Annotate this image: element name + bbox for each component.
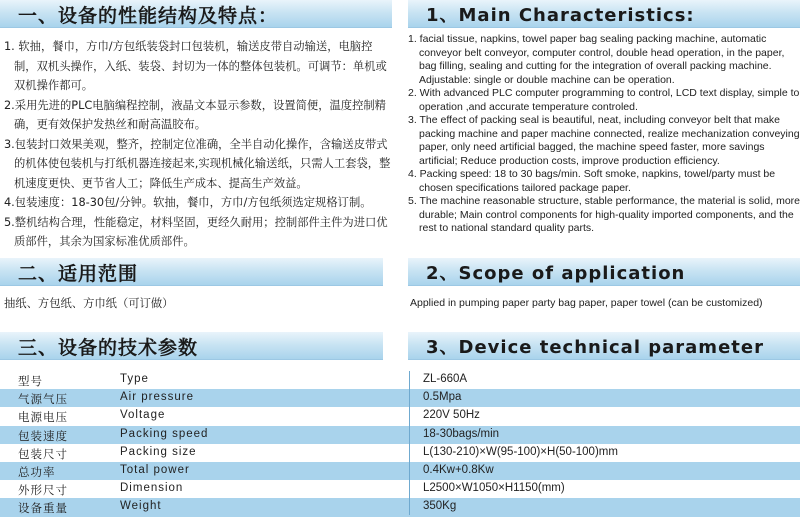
spec-value: 350Kg: [423, 500, 457, 513]
feature-cn-item: 3.包装封口效果美观，整齐，控制定位准确，全半自动化操作，含输送皮带式的机体使包装机与打纸机器连接起来,实现机械化输送纸，只需人工套袋，整机速度更快、更节省人工；降低生产成本、提高生产效益。: [4, 137, 391, 190]
spec-label-en: Voltage: [120, 409, 166, 422]
feature-cn-item: 4.包装速度：18-30包/分钟。软抽，餐巾，方巾/方包纸须选定规格订制。: [4, 196, 372, 209]
features-list-en: [408, 33, 800, 236]
section1-header-en: [408, 0, 800, 28]
spec-label-en: Total power: [120, 463, 190, 476]
spec-label-en: Air pressure: [120, 391, 194, 404]
spec-row-total-power: [0, 462, 800, 480]
spec-label-cn: 设备重量: [18, 501, 68, 516]
spec-label-cn: 包装速度: [18, 428, 68, 443]
spec-label-en: Weight: [120, 500, 162, 513]
section3-header-cn: [0, 332, 383, 360]
spec-value: 220V 50Hz: [423, 409, 480, 422]
spec-row-packing-speed: [0, 426, 800, 444]
feature-en-item: 5. The machine reasonable structure, stable performance, the material is solid, more durable; Main control components for high-quality imported components, and the rest to national standard quality parts.: [408, 195, 800, 234]
spec-label-en: Dimension: [120, 482, 184, 495]
scope-text-en: Applied in pumping paper party bag paper, paper towel (can be customized): [410, 297, 763, 309]
feature-en-item: 3. The effect of packing seal is beautiful, neat, including conveyor belt that make packing machine and paper machine connected, realize mechanization conveying paper, only need artificial bagged, the machine speed faster, more savings artificial; Reduce production costs, improve production efficiency.: [408, 114, 800, 167]
section1-title-cn: 一、设备的性能结构及特点：: [18, 5, 279, 27]
spec-label-en: Packing size: [120, 445, 197, 458]
spec-value: 0.4Kw+0.8Kw: [423, 463, 494, 476]
spec-row-dimension: [0, 480, 800, 498]
section3-title-en: 3、Device technical parameter: [426, 337, 764, 358]
spec-label-cn: 型号: [18, 374, 43, 388]
feature-cn-item: 5.整机结构合理，性能稳定，材料坚固，更经久耐用；控制部件主件为进口优质部件，其余为国家标准优质部件。: [4, 215, 388, 248]
spec-value: 18-30bags/min: [423, 427, 500, 440]
feature-en-item: 1. facial tissue, napkins, towel paper bag sealing packing machine, automatic conveyor belt conveyor, computer control, double head operation, in the paper, bag filling, sealing and cutting for the integration of overall packing machine. Adjustable: single or double machine can be operation.: [408, 33, 785, 86]
section1-title-en: 1、Main Characteristics:: [426, 5, 695, 26]
spec-row-type: [0, 371, 800, 389]
scope-text-cn: 抽纸、方包纸、方巾纸（可订做）: [4, 297, 174, 310]
feature-en-item: 2. With advanced PLC computer programming to control, LCD text display, simple to operation ,and accurate temperature controled.: [408, 87, 800, 113]
spec-label-cn: 包装尺寸: [18, 446, 68, 461]
section1-header-cn: [0, 0, 392, 28]
spec-row-weight: [0, 498, 800, 516]
spec-table-divider: [409, 371, 410, 515]
section3-header-en: [408, 332, 800, 360]
spec-row-air-pressure: [0, 389, 800, 407]
section2-header-en: [408, 258, 800, 286]
spec-label-en: Type: [120, 373, 149, 385]
section2-title-en: 2、Scope of application: [426, 263, 686, 284]
section3-title-cn: 三、设备的技术参数: [18, 337, 199, 359]
feature-cn-item: 1. 软抽，餐巾，方巾/方包纸装袋封口包装机，输送皮带自动输送，电脑控制，双机头操作，入纸、装袋、封切为一体的整体包装机。可调节：单机或双机操作都可。: [4, 40, 387, 92]
spec-label-cn: 电源电压: [18, 410, 68, 425]
spec-label-cn: 外形尺寸: [18, 483, 68, 498]
features-list-cn: [4, 37, 392, 252]
feature-cn-item: 2.采用先进的PLC电脑编程控制，液晶文本显示参数，设置简便，温度控制精确，更有效保护发热丝和耐高温胶布。: [4, 98, 386, 131]
section2-header-cn: [0, 258, 383, 286]
spec-label-en: Packing speed: [120, 427, 209, 440]
spec-label-cn: 总功率: [18, 464, 56, 479]
spec-row-packing-size: [0, 444, 800, 462]
spec-value: L(130-210)×W(95-100)×H(50-100)mm: [423, 445, 618, 458]
spec-value: 0.5Mpa: [423, 391, 462, 404]
spec-value: L2500×W1050×H1150(mm): [423, 482, 565, 495]
spec-value: ZL-660A: [423, 373, 468, 385]
feature-en-item: 4. Packing speed: 18 to 30 bags/min. Soft smoke, napkins, towel/party must be chosen specifications tailored package paper.: [408, 168, 776, 194]
spec-table: [0, 371, 800, 517]
spec-label-cn: 气源气压: [18, 392, 68, 407]
section2-title-cn: 二、适用范围: [18, 263, 139, 285]
spec-row-voltage: [0, 407, 800, 425]
